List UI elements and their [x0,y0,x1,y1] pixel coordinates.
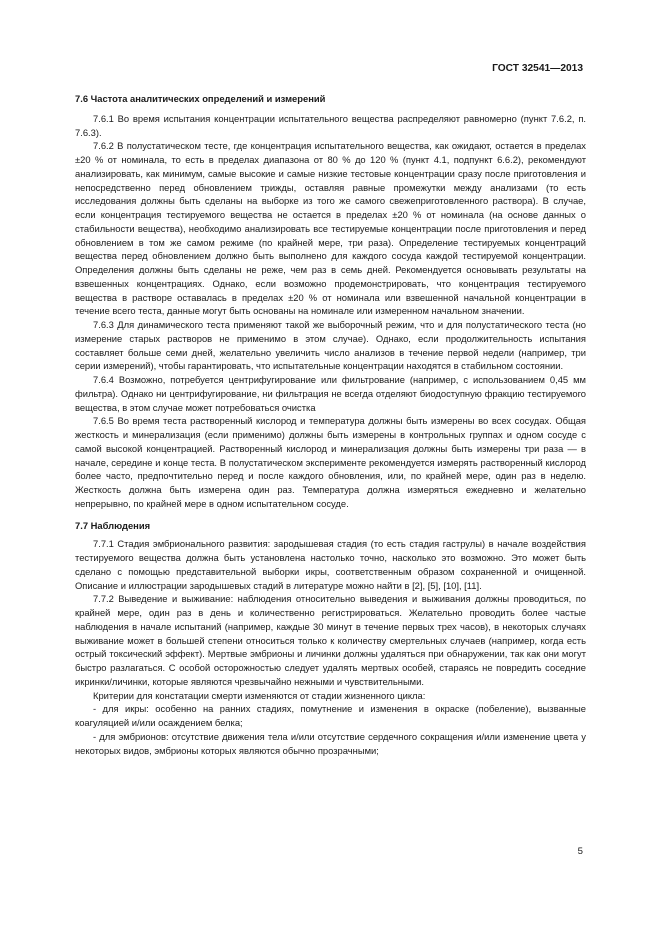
section-heading-7-6: 7.6 Частота аналитических определений и измерений [75,93,326,104]
document-body [75,92,586,757]
page-number: 5 [577,846,583,857]
paragraph-7-6-4: 7.6.4 Возможно, потребуется центрифугирование или фильтрование (например, с использованием 0,45 мм фильтра). Однако ни центрифугирование, ни фильтрация не всегда отделяют биодоступную фракцию тестируемого вещества, в этом случае может потребоваться очистка [75,374,586,413]
paragraph-criteria-intro: Критерии для констатации смерти изменяются от стадии жизненного цикла: [93,689,426,701]
paragraph-7-7-2: 7.7.2 Выведение и выживание: наблюдения относительно выведения и выживания должны проводиться, по крайней мере, один раз в день и количественно регистрироваться. Желательно проводить более частые наблюдения в начале испытаний (например, каждые 30 минут в течение первых трех часов), в некоторых случаях выживание может в большей степени относиться только к количеству смертельных случаев (например, когда есть острый токсический эффект). Мертвые эмбрионы и личинки должны удаляться при обнаружении, так как они могут быстро разлагаться. С особой осторожностью следует удалять мертвых особей, стараясь не повредить соседние икринки/личинки, которые являются чрезвычайно нежными и чувствительными. [75,593,586,687]
list-item-eggs: - для икры: особенно на ранних стадиях, помутнение и изменения в окраске (побеление), вызванные коагуляцией и/или осаждением белка; [75,703,586,728]
list-item-embryos: - для эмбрионов: отсутствие движения тела и/или отсутствие сердечного сокращения и/или изменение цвета у некоторых видов, эмбрионы которых являются обычно прозрачными; [75,730,586,756]
paragraph-7-7-1: 7.7.1 Стадия эмбрионального развития: зародышевая стадия (то есть стадия гаструлы) в начале воздействия тестируемого вещества должна быть установлена настолько точно, насколько это возможно. Это может быть сделано с помощью представительной выборки икры, соответственным образом сохраненной и очищенной. Описание и иллюстрации зародышевых стадий в литературе можно найти в [2], [5], [10], [11]. [75,538,586,591]
standard-header: ГОСТ 32541—2013 [492,63,583,74]
paragraph-7-6-1: 7.6.1 Во время испытания концентрации испытательного вещества распределяют равномерно (пункт 7.6.2, п. 7.6.3). [75,112,586,138]
paragraph-7-6-2: 7.6.2 В полустатическом тесте, где концентрация испытательного вещества, как ожидают, остается в пределах ±20 % от номинала, то есть в пределах диапазона от 80 % до 120 % (пункт 4.1, подпункт 6.6.2), рекомендуют анализировать, как минимум, самые высокие и самые низкие тестовые концентрации сразу после приготовления и непосредственно перед обновлением трижды, оставляя равные промежутки между анализами (то есть исследования должны быть сделаны на выборке из того же самого свежеприготовленного раствора). В случае, если концентрация тестируемого вещества не остается в пределах ±20 % от номинала (на основе данных о стабильности вещества), необходимо анализировать все тестируемые концентрации после приготовления и перед обновлением в том же самом режиме (по крайней мере, три раза). Определение тестируемых концентраций вещества перед обновлением должно быть выполнено для каждого сосуда каждой тестируемой концентрации. Определения должны быть сделаны не реже, чем раз в семь дней. Рекомендуется основывать результаты на взвешенных концентрациях. Однако, если возможно продемонстрировать, что концентрация тестируемого вещества в растворе оставалась в пределах ±20 % от номинала или взвешенной начальной концентрации в течение всего теста, данные могут быть основаны на номинале или измеренном начальном значении. [75,140,586,317]
section-heading-7-7: 7.7 Наблюдения [75,519,151,531]
paragraph-7-6-3: 7.6.3 Для динамического теста применяют такой же выборочный режим, что и для полустатического теста (но измерение старых растворов не применимо в этом случае). Однако, если продолжительность испытания составляет больше семи дней, желательно увеличить число анализов в течение первой недели (например, три серии измерений), чтобы гарантировать, что испытательные концентрации находятся в стабильном состоянии. [75,319,586,372]
paragraph-7-6-5: 7.6.5 Во время теста растворенный кислород и температура должны быть измерены во всех сосудах. Общая жесткость и минерализация (если применимо) должны быть измерены в контрольных группах и одном сосуде с самой высокой концентрацией. Растворенный кислород и минерализация должны быть измерены три раза — в начале, середине и конце теста. В полустатическом эксперименте рекомендуется измерять растворенный кислород более часто, предпочтительно перед и после каждого обновления, или, по крайней мере, один раз в неделю. Жесткость должна быть измерена один раз. Температура должна измеряться ежедневно и желательно непрерывно, по крайней мере в одном испытательном сосуде. [75,415,586,509]
